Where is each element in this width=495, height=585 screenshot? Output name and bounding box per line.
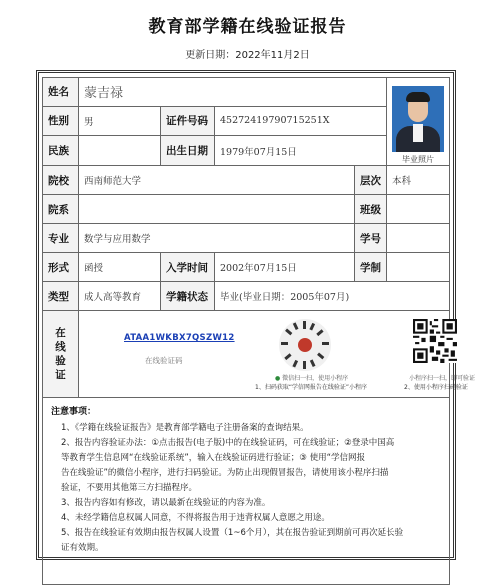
note-item: 3、报告内容如有修改，请以最新在线验证的内容为准。 — [61, 498, 271, 508]
label-status: 学籍状态 — [161, 282, 215, 311]
notes-title: 注意事项： — [51, 407, 97, 417]
online-verify-char: 证 — [55, 369, 66, 381]
note-item: 5、报告在线验证有效期由报告权属人设置（1~6个月），其在报告验证到期前可再次延长验 — [61, 528, 404, 538]
label-class: 班级 — [355, 195, 387, 224]
qr-code-icon — [413, 319, 457, 363]
value-id-number: 452724197907152​51X — [215, 106, 387, 136]
info-table — [42, 77, 476, 585]
report-title: 教育部学籍在线验证报告 — [148, 17, 347, 37]
value-birth-date: 1979年07月15日 — [215, 136, 387, 166]
value-school: 西南师范大学 — [79, 166, 355, 195]
update-date: 更新日期：2022年11月2日 — [185, 50, 310, 61]
label-major: 专业 — [43, 224, 79, 253]
value-name: 蒙吉禄 — [79, 78, 387, 107]
note-item: 证有效期。 — [61, 543, 104, 553]
online-verify-char: 验 — [55, 355, 66, 367]
row-form — [43, 253, 450, 282]
mini-program-caption: ● 微信扫一扫，使用小程序 — [275, 375, 349, 382]
mini-program-step: 1、扫码获取“学信网报告在线验证”小程序 — [255, 384, 368, 391]
value-enroll-date: 2002年07月15日 — [215, 253, 355, 282]
verify-code-link[interactable]: ATAA1WKBX7QSZW12 — [124, 333, 235, 343]
verify-code-caption: 在线验证码 — [145, 356, 183, 365]
photo-cell — [387, 78, 450, 166]
label-online-verify — [43, 311, 79, 398]
value-duration — [387, 253, 450, 282]
row-type — [43, 282, 450, 311]
label-gender: 性别 — [43, 106, 79, 136]
value-status: 毕业(毕业日期：2005年07月) — [215, 282, 450, 311]
value-form: 函授 — [79, 253, 161, 282]
label-department: 院系 — [43, 195, 79, 224]
online-verify-char: 在 — [55, 327, 66, 339]
photo-caption: 毕业照片 — [402, 155, 435, 164]
row-major — [43, 224, 450, 253]
label-enroll-date: 入学时间 — [161, 253, 215, 282]
row-online-verify — [43, 311, 450, 398]
qr-caption: 小程序扫一扫，即可验证 — [409, 375, 476, 382]
row-notes — [43, 398, 450, 585]
label-level: 层次 — [355, 166, 387, 195]
note-item: 1、《学籍在线验证报告》是教育部学籍电子注册备案的查询结果。 — [61, 423, 309, 433]
qr-step: 2、使用小程序扫码验证 — [404, 384, 468, 391]
online-verify-char: 线 — [55, 341, 66, 353]
graduation-photo — [392, 86, 444, 152]
value-major: 数学与应用数学 — [79, 224, 355, 253]
value-class — [387, 195, 450, 224]
label-ethnicity: 民族 — [43, 136, 79, 166]
mini-program-code-icon — [279, 319, 331, 371]
label-id-number: 证件号码 — [161, 106, 215, 136]
verify-cell — [79, 311, 476, 398]
label-name: 姓名 — [43, 78, 79, 107]
note-item: 2、报告内容验证办法：①点击报告(电子版)中的在线验证码，可在线验证；②登录中国高 — [61, 438, 395, 448]
label-student-id: 学号 — [355, 224, 387, 253]
value-gender: 男 — [79, 106, 161, 136]
row-school — [43, 166, 450, 195]
label-type: 类型 — [43, 282, 79, 311]
value-ethnicity — [79, 136, 161, 166]
note-item: 告在线验证”的微信小程序，进行扫码验证。为防止出现假冒报告，请使用该小程序扫描 — [61, 468, 389, 478]
note-item: 验证，不要用其他第三方扫描程序。 — [61, 483, 198, 493]
label-duration: 学制 — [355, 253, 387, 282]
value-type: 成人高等教育 — [79, 282, 161, 311]
value-level: 本科 — [387, 166, 450, 195]
value-department — [79, 195, 355, 224]
note-item: 4、未经学籍信息权属人同意，不得将报告用于违背权属人意愿之用途。 — [61, 513, 330, 523]
label-form: 形式 — [43, 253, 79, 282]
value-student-id — [387, 224, 450, 253]
label-school: 院校 — [43, 166, 79, 195]
note-item: 等教育学生信息网“在线验证系统”，输入在线验证码进行验证；③ 使用“学信网报 — [61, 453, 366, 463]
label-birth-date: 出生日期 — [161, 136, 215, 166]
row-department — [43, 195, 450, 224]
row-name — [43, 78, 450, 107]
notes-cell — [43, 398, 450, 585]
check-icon: ● — [275, 375, 281, 382]
